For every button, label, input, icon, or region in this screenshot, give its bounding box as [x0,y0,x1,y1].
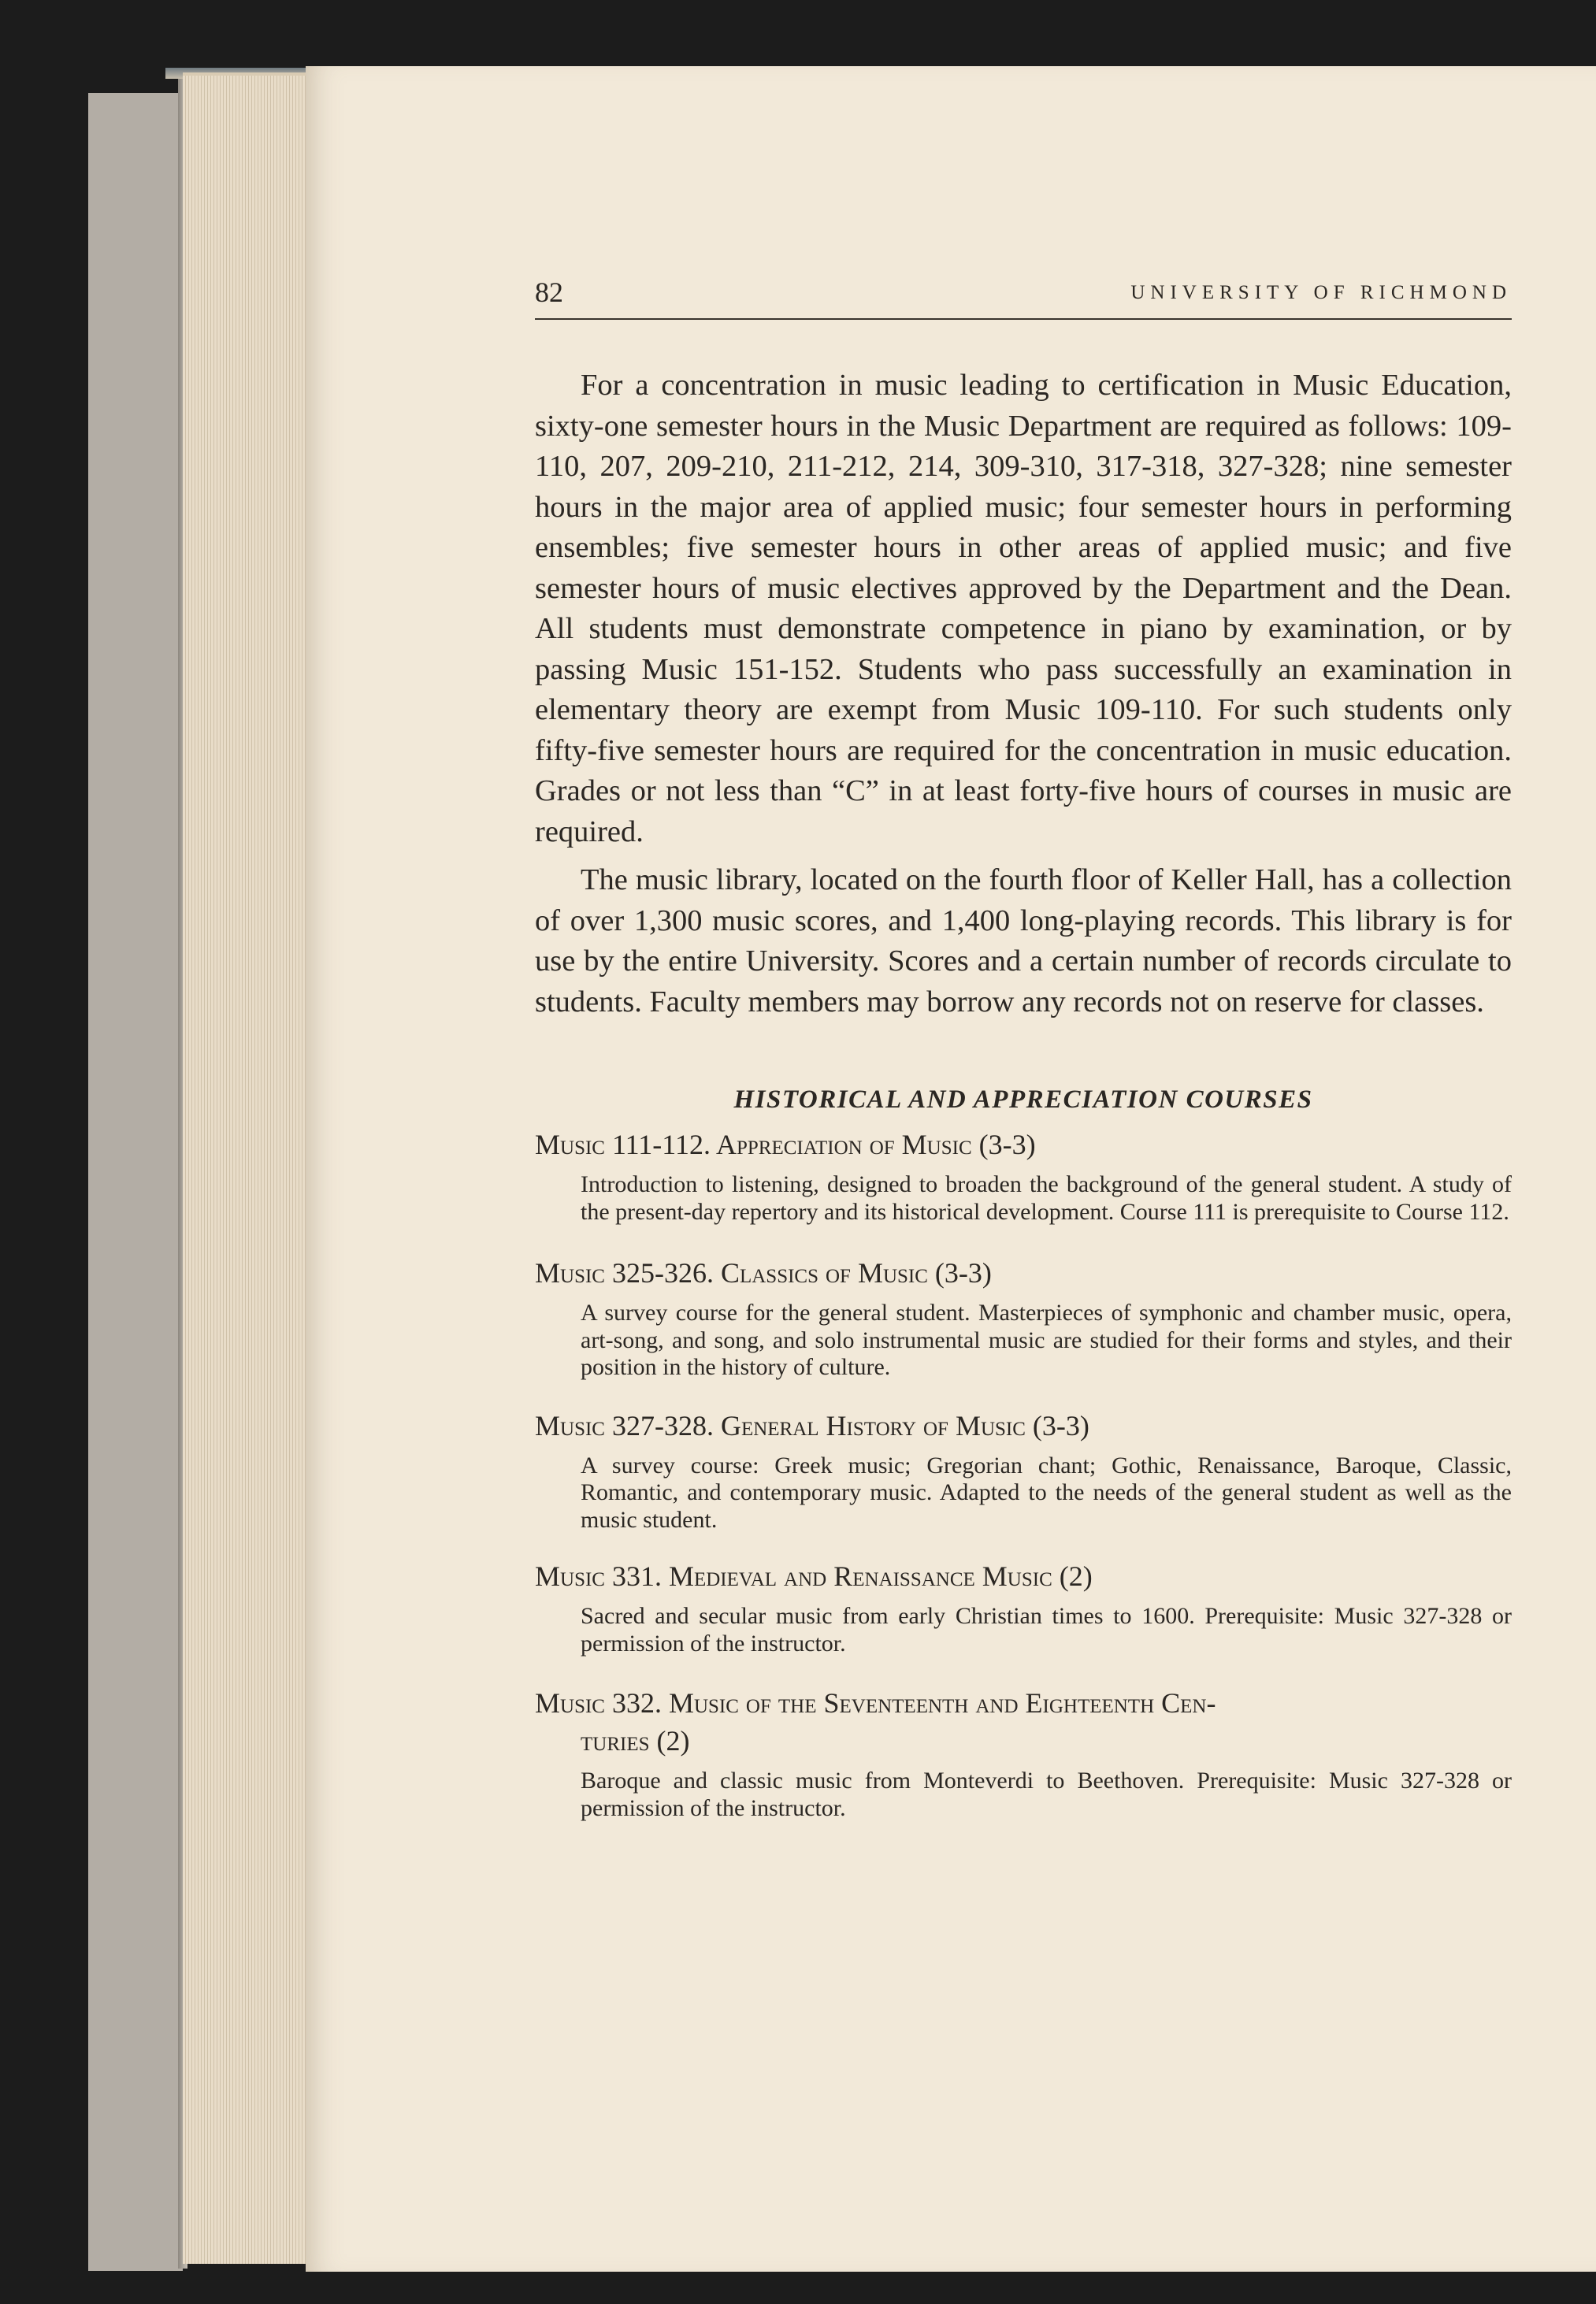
course-title [535,1684,1512,1760]
course-entry [535,1557,1512,1657]
section-heading: HISTORICAL AND APPRECIATION COURSES [733,1085,1313,1114]
course-title: Music 327-328. General History of Music (3-3) [535,1409,1089,1441]
course-description: Sacred and secular music from early Christian times to 1600. Prerequisite: Music 327-328 or permission of the instructor. [581,1603,1512,1657]
course-entry [535,1254,1512,1382]
running-head [535,271,1512,320]
page-number: 82 [535,276,563,308]
page-content [535,271,1512,1822]
paragraph-music-education: For a concentration in music leading to certification in Music Education, sixty-one semester hours in the Music Department are required as follows: 109-110, 207, 209-210, 211-212, 214, 309-310, 317-318, 327-328; nine semester hours in the major area of applied music; four semester hours in performing ensembles; five semester hours in other areas of applied music; and five semester hours of music electives approved by the Department and the Dean. All students must demonstrate competence in piano by examination, or by passing Music 151-152. Students who pass successfully an examination in elementary theory are exempt from Music 109-110. For such students only fifty-five semester hours are required for the concentration in music education. Grades or not less than “C” in at least forty-five hours of courses in music are required. [535,369,1512,848]
course-title-line-1: Music 332. Music of the Seventeenth and Eighteenth Cen- [535,1687,1216,1719]
running-title: UNIVERSITY OF RICHMOND [1130,282,1512,303]
course-entry [535,1407,1512,1534]
course-title: Music 111-112. Appreciation of Music (3-3) [535,1129,1036,1160]
course-title-line-2: turies (2) [581,1725,690,1757]
course-entry [535,1684,1512,1822]
course-description: Introduction to listening, designed to broaden the background of the general student. A study of the present-day repertory and its historical development. Course 111 is prerequisite to Course 112. [581,1171,1512,1225]
course-description: Baroque and classic music from Monteverdi to Beethoven. Prerequisite: Music 327-328 or permission of the instructor. [581,1768,1512,1821]
course-title: Music 325-326. Classics of Music (3-3) [535,1257,992,1289]
course-entry [535,1126,1512,1226]
book-cover-edge [88,93,183,2271]
course-description: A survey course for the general student. Masterpieces of symphonic and chamber music, opera, art-song, and song, and solo instrumental music are studied for their forms and styles, and their position in the history of culture. [581,1300,1512,1380]
book-page [306,66,1596,2272]
page-edges-stack [183,72,309,2264]
paragraph-music-library: The music library, located on the fourth floor of Keller Hall, has a collection of over 1,300 music scores, and 1,400 long-playing records. This library is for use by the entire University. Scores and a certain number of records circulate to students. Faculty members may borrow any records not on reserve for classes. [535,863,1512,1018]
course-title: Music 331. Medieval and Renaissance Music (2) [535,1560,1093,1592]
course-description: A survey course: Greek music; Gregorian chant; Gothic, Renaissance, Baroque, Classic, Romantic, and contemporary music. Adapted to the needs of the general student as well as the music student. [581,1452,1512,1533]
